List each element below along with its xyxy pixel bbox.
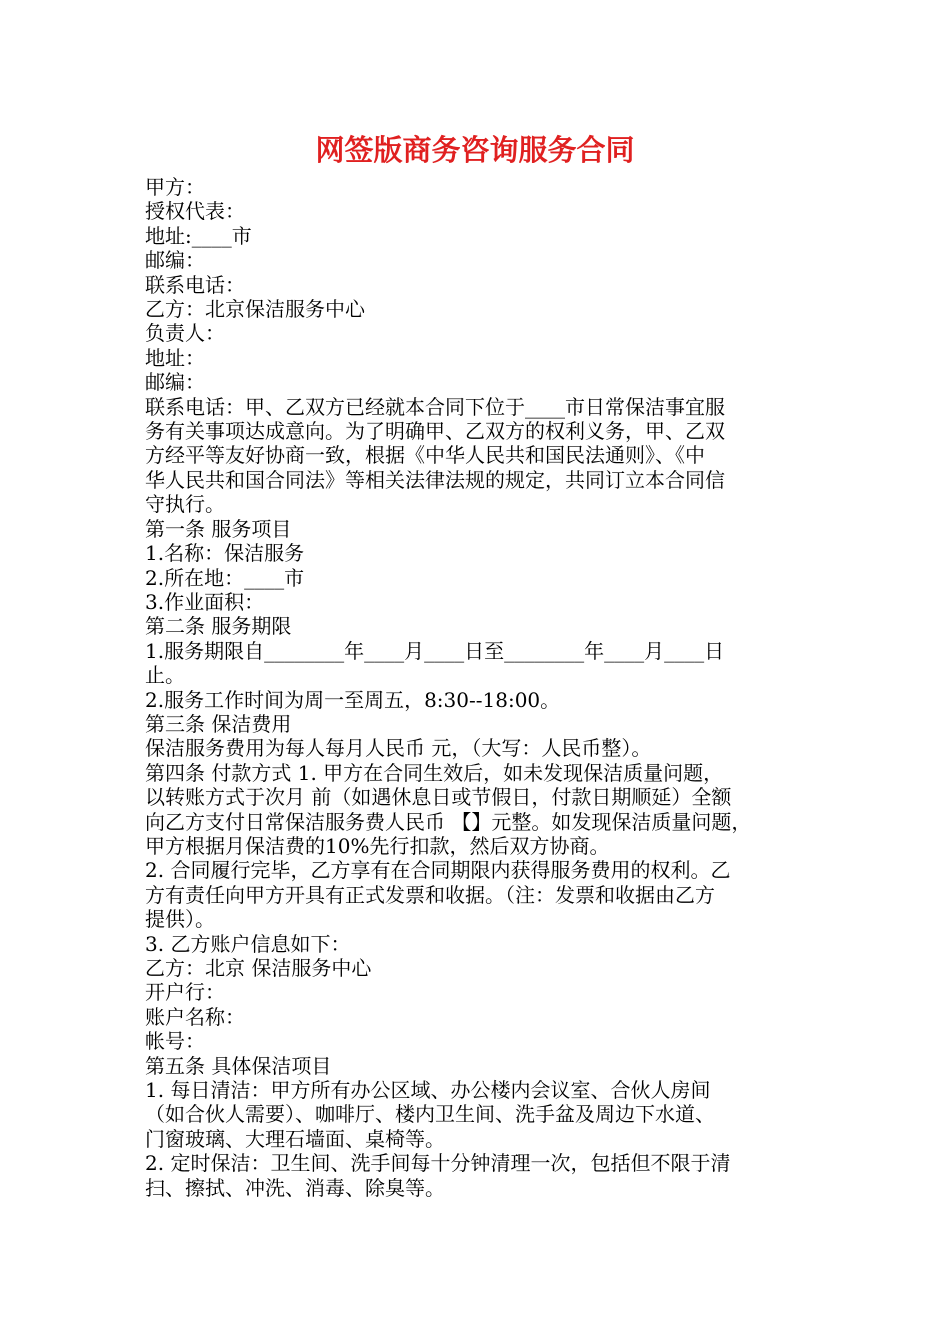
document-line: 2. 合同履行完毕，乙方享有在合同期限内获得服务费用的权利。乙 bbox=[145, 858, 731, 883]
document-line: 1.名称：保洁服务 bbox=[145, 541, 305, 566]
document-line: 邮编： bbox=[145, 370, 205, 395]
document-line: 门窗玻璃、大理石墙面、桌椅等。 bbox=[145, 1126, 445, 1151]
document-line: 方有责任向甲方开具有正式发票和收据。（注：发票和收据由乙方 bbox=[145, 882, 715, 907]
document-line: 第三条 保洁费用 bbox=[145, 711, 292, 736]
document-line: 1. 每日清洁：甲方所有办公区域、办公楼内会议室、合伙人房间 bbox=[145, 1078, 711, 1103]
document-line: 方经平等友好协商一致，根据《中华人民共和国民法通则》、《中 bbox=[145, 443, 705, 468]
document-line: 第二条 服务期限 bbox=[145, 614, 292, 639]
document-line: 3. 乙方账户信息如下： bbox=[145, 931, 351, 956]
document-line: 邮编： bbox=[145, 248, 205, 273]
document-line: 联系电话：甲、乙双方已经就本合同下位于____市日常保洁事宜服 bbox=[145, 394, 725, 419]
document-line: 开户行： bbox=[145, 980, 225, 1005]
document-line: （如合伙人需要）、咖啡厅、楼内卫生间、洗手盆及周边下水道、 bbox=[145, 1102, 715, 1127]
document-line: 负责人： bbox=[145, 321, 225, 346]
document-line: 地址： bbox=[145, 345, 205, 370]
document-line: 联系电话： bbox=[145, 272, 245, 297]
document-body bbox=[145, 175, 815, 1200]
document-line: 2.所在地：____市 bbox=[145, 565, 305, 590]
document-line: 向乙方支付日常保洁服务费人民币 【】元整。如发现保洁质量问题， bbox=[145, 809, 752, 834]
document-line: 保洁服务费用为每人每月人民币 元，（大写：人民币整）。 bbox=[145, 736, 652, 761]
document-line: 第五条 具体保洁项目 bbox=[145, 1053, 332, 1078]
document-line: 第一条 服务项目 bbox=[145, 516, 292, 541]
document-line: 2.服务工作时间为周一至周五，8:30--18:00。 bbox=[145, 687, 561, 712]
document-line: 授权代表： bbox=[145, 199, 245, 224]
document-line: 以转账方式于次月 前（如遇休息日或节假日，付款日期顺延）全额 bbox=[145, 785, 732, 810]
document-line: 3.作业面积： bbox=[145, 589, 265, 614]
document-line: 华人民共和国合同法》等相关法律法规的规定，共同订立本合同信 bbox=[145, 467, 725, 492]
document-line: 止。 bbox=[145, 663, 185, 688]
document-line: 第四条 付款方式 1. 甲方在合同生效后，如未发现保洁质量问题， bbox=[145, 760, 724, 785]
document-line: 帐号： bbox=[145, 1029, 205, 1054]
document-title: 网签版商务咨询服务合同 bbox=[315, 133, 635, 167]
document-line: 乙方：北京 保洁服务中心 bbox=[145, 956, 372, 980]
document-line: 甲方根据月保洁费的10%先行扣款，然后双方协商。 bbox=[145, 833, 610, 858]
document-line: 账户名称： bbox=[145, 1004, 245, 1029]
document-line: 地址:____市 bbox=[145, 223, 252, 248]
document-line: 扫、擦拭、冲洗、消毒、除臭等。 bbox=[145, 1175, 445, 1200]
document-line: 守执行。 bbox=[145, 492, 225, 517]
document-line: 甲方： bbox=[145, 175, 205, 199]
document-line: 1.服务期限自________年____月____日至________年____月____日 bbox=[145, 638, 725, 663]
document-line: 乙方：北京保洁服务中心 bbox=[145, 297, 365, 322]
document-line: 2. 定时保洁：卫生间、洗手间每十分钟清理一次，包括但不限于清 bbox=[145, 1151, 731, 1176]
document-line: 务有关事项达成意向。为了明确甲、乙双方的权利义务，甲、乙双 bbox=[145, 419, 725, 444]
document-line: 提供）。 bbox=[145, 907, 215, 932]
